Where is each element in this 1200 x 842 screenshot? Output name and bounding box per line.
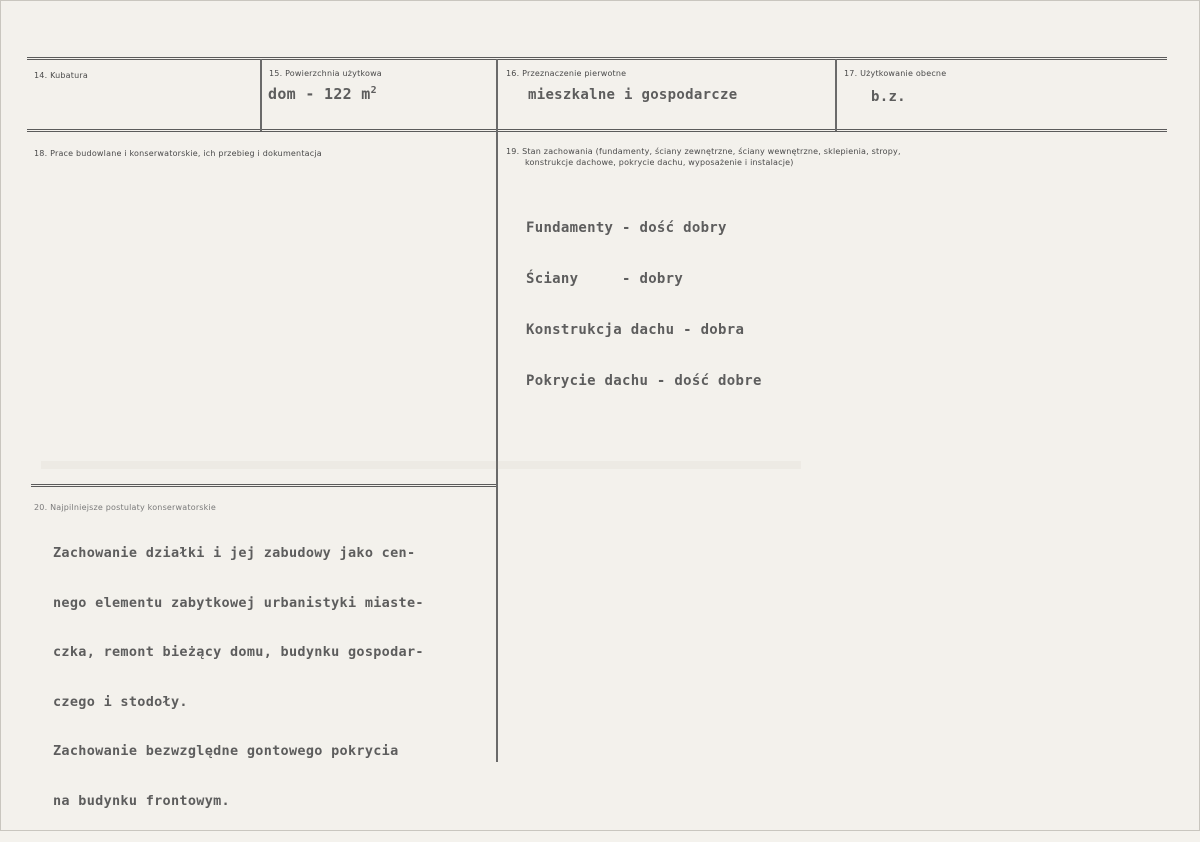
col-divider-16-17 (835, 59, 837, 131)
field-16-label: 16. Przeznaczenie pierwotne (506, 69, 627, 78)
row-divider (27, 129, 1167, 132)
field-17-value: b.z. (871, 89, 906, 105)
field-16-value: mieszkalne i gospodarcze (528, 87, 738, 103)
field-19-label-line2: konstrukcje dachowe, pokrycie dachu, wyposażenie i instalacje) (525, 158, 794, 167)
field-15-value (268, 85, 377, 103)
top-rule (27, 57, 1167, 60)
field-19-line: Konstrukcja dachu - dobra (526, 322, 745, 338)
col-divider-main (496, 59, 498, 762)
field-17-label: 17. Użytkowanie obecne (844, 69, 947, 78)
field-19-text (526, 186, 762, 424)
field-19-line: Pokrycie dachu - dość dobre (526, 373, 762, 389)
field-20-line: czka, remont bieżący domu, budynku gospodar- (53, 644, 424, 660)
field-20-line: Zachowanie działki i jej zabudowy jako cen- (53, 545, 416, 561)
field-18-label: 18. Prace budowlane i konserwatorskie, ich przebieg i dokumentacja (34, 149, 322, 158)
paper-smudge (41, 461, 801, 469)
field-15-value-text: dom - 122 m (268, 85, 371, 103)
field-19-label-line1: 19. Stan zachowania (fundamenty, ściany zewnętrzne, ściany wewnętrzne, sklepienia, stropy, (506, 147, 901, 156)
field-14-label: 14. Kubatura (34, 71, 88, 80)
field-20-line: na budynku frontowym. (53, 792, 230, 809)
field-15-label: 15. Powierzchnia użytkowa (269, 69, 382, 78)
field-15-value-sup: 2 (370, 85, 377, 96)
field-20-line: Zachowanie bezwzględne gontowego pokrycia (53, 743, 399, 759)
field-20-text (53, 512, 424, 842)
field-20-label: 20. Najpilniejsze postulaty konserwatorskie (34, 503, 217, 512)
field-19-line: Fundamenty - dość dobry (526, 220, 727, 236)
col-divider-14-15 (260, 59, 262, 131)
field-19-line: Ściany - dobry (526, 271, 684, 287)
field-20-line: nego elementu zabytkowej urbanistyki miaste- (53, 594, 424, 611)
field-20-line: czego i stodoły. (53, 693, 188, 710)
section-20-divider (31, 484, 497, 487)
